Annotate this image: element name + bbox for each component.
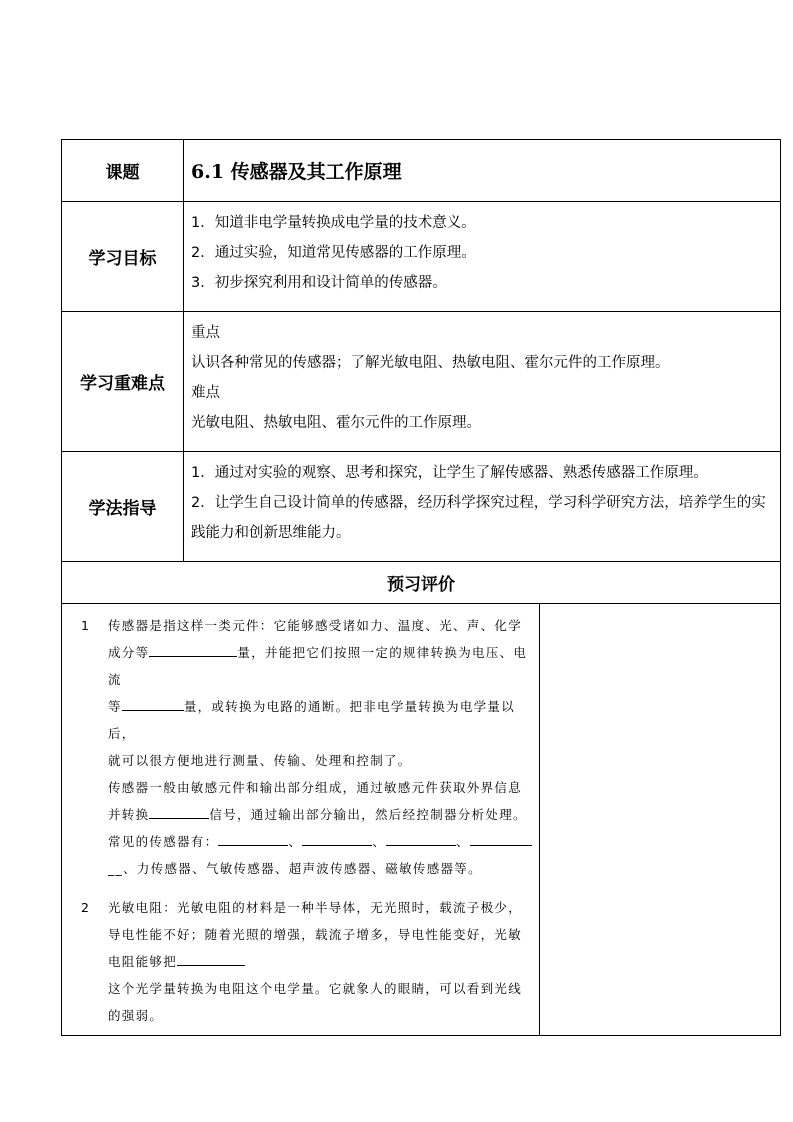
q2-text: 电阻能够把 xyxy=(108,954,178,969)
difficult-text: 光敏电阻、热敏电阻、霍尔元件的工作原理。 xyxy=(191,415,481,431)
q2-line: 的强弱。 xyxy=(108,1008,164,1023)
question-2 xyxy=(62,894,533,1029)
method-content xyxy=(184,452,781,562)
q1-line xyxy=(108,855,533,882)
key-heading: 重点 xyxy=(191,325,220,341)
q1-text: 成分等 xyxy=(108,645,150,660)
q2-line: 这个光学量转换为电阻这个电学量。它就象人的眼睛，可以看到光线 xyxy=(108,981,523,996)
q1-text: 量，并能把它们按照一定的规律转换为电压、电流 xyxy=(108,645,528,687)
q1-line xyxy=(108,801,533,828)
difficult-heading: 难点 xyxy=(191,385,220,401)
separator: 、 xyxy=(456,834,470,849)
answer-blank[interactable] xyxy=(302,829,372,846)
answer-blank[interactable] xyxy=(218,829,288,846)
answer-blank[interactable] xyxy=(149,640,237,657)
answer-blank[interactable] xyxy=(470,829,532,846)
answer-blank[interactable] xyxy=(122,694,184,711)
q1-line xyxy=(108,693,533,747)
objectives-content xyxy=(184,202,781,312)
answer-blank[interactable] xyxy=(149,802,209,819)
preview-questions xyxy=(62,604,540,1036)
q1-text: 量，或转换为电路的通断。把非电学量转换为电学量以后， xyxy=(108,699,516,741)
objective-item: 3．初步探究利用和设计简单的传感器。 xyxy=(191,275,447,291)
q1-text: 常见的传感器有： xyxy=(108,834,219,849)
question-number: 1 xyxy=(81,618,89,633)
q1-line: 传感器一般由敏感元件和输出部分组成，通过敏感元件获取外界信息 xyxy=(108,780,523,795)
method-item: 2．让学生自己设计简单的传感器，经历科学探究过程，学习科学研究方法，培养学生的实践能力和创新思维能力。 xyxy=(191,495,766,541)
method-label: 学法指导 xyxy=(62,452,184,562)
q1-text: 并转换 xyxy=(108,807,150,822)
q2-line: 光敏电阻：光敏电阻的材料是一种半导体，无光照时，载流子极少， xyxy=(108,900,523,915)
objective-item: 1．知道非电学量转换成电学量的技术意义。 xyxy=(191,215,476,231)
topic-label: 课题 xyxy=(62,140,184,202)
method-item: 1．通过对实验的观察、思考和探究，让学生了解传感器、熟悉传感器工作原理。 xyxy=(191,465,708,481)
separator: 、 xyxy=(372,834,387,849)
lesson-plan-table xyxy=(61,139,781,1036)
topic-title: 6.1 传感器及其工作原理 xyxy=(184,140,781,202)
answer-blank[interactable] xyxy=(386,829,456,846)
q1-line: 就可以很方便地进行测量、传输、处理和控制了。 xyxy=(108,753,412,768)
answer-blank[interactable] xyxy=(177,949,245,966)
key-points-content xyxy=(184,312,781,452)
q1-line xyxy=(108,828,533,855)
q1-line xyxy=(108,639,533,693)
key-points-label: 学习重难点 xyxy=(62,312,184,452)
q2-line xyxy=(108,948,533,975)
question-1 xyxy=(62,612,533,882)
separator: 、 xyxy=(288,834,303,849)
objectives-label: 学习目标 xyxy=(62,202,184,312)
q1-line: 传感器是指这样一类元件：它能够感受诸如力、温度、光、声、化学 xyxy=(108,618,523,633)
q1-text: 信号，通过输出部分输出，然后经控制器分析处理。 xyxy=(209,807,527,822)
question-number: 2 xyxy=(81,900,89,915)
objective-item: 2．通过实验，知道常见传感器的工作原理。 xyxy=(191,245,476,261)
notes-column xyxy=(540,604,781,1036)
q2-line: 导电性能不好；随着光照的增强，载流子增多，导电性能变好，光敏 xyxy=(108,927,523,942)
q1-text: 、力传感器、气敏传感器、超声波传感器、磁敏传感器等。 xyxy=(123,861,482,876)
preview-heading: 预习评价 xyxy=(62,562,781,604)
key-text: 认识各种常见的传感器；了解光敏电阻、热敏电阻、霍尔元件的工作原理。 xyxy=(191,355,670,371)
q1-text: __ xyxy=(108,861,124,876)
q1-text: 等 xyxy=(108,699,122,714)
